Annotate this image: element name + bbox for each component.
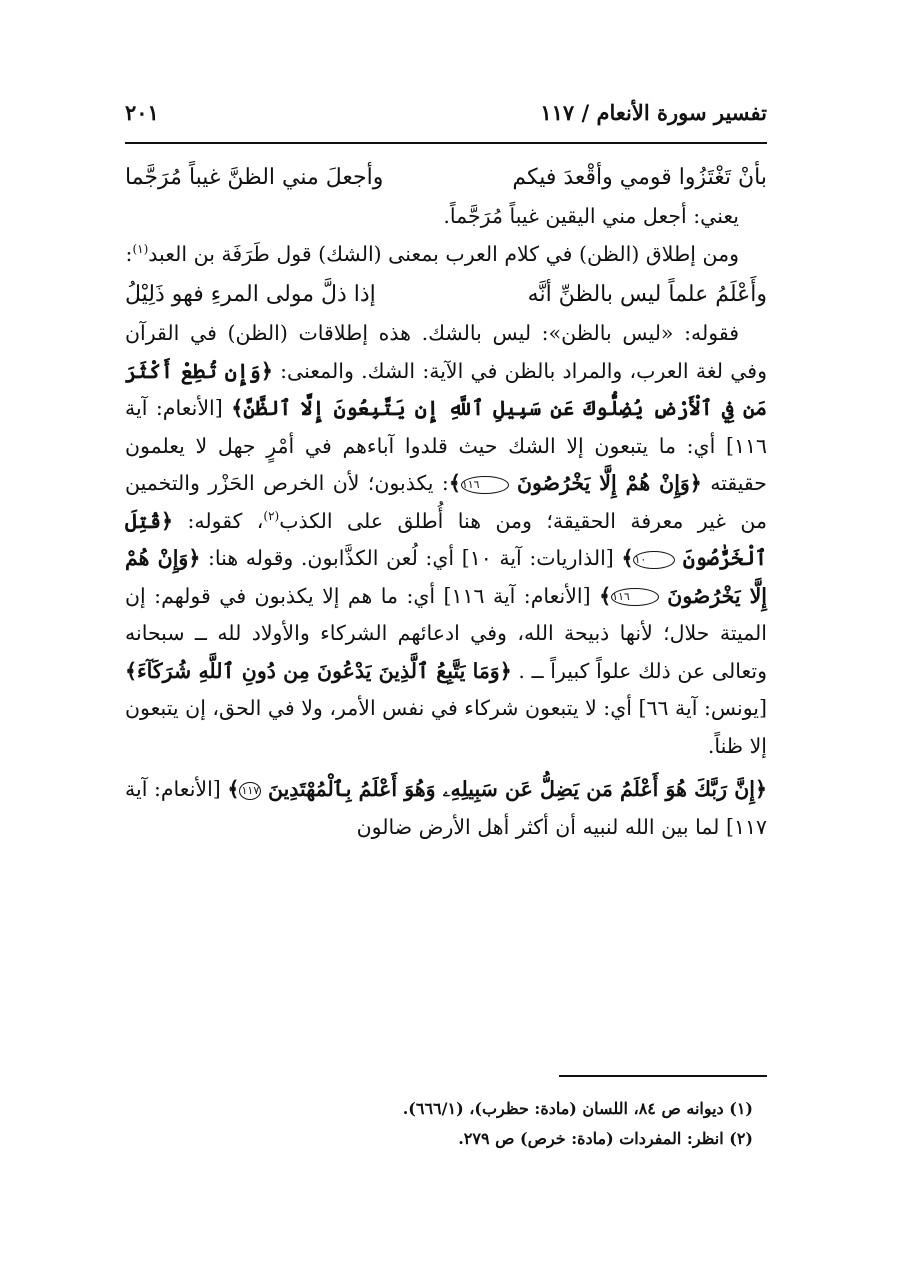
quran-quote-4: وَإِنْ هُمْ إِلَّا يَخْرُصُونَ bbox=[125, 546, 767, 608]
quran-close-bracket: ﴾ bbox=[599, 583, 612, 608]
header-divider bbox=[125, 142, 767, 144]
paragraph-4: ﴿إِنَّ رَبَّكَ هُوَ أَعْلَمُ مَن يَضِلُّ عَن سَبِيلِهِۦ وَهُوَ أَعْلَمُ بِٱلْمُهْتَدِينَ ١١٧﴾ [الأنعام: آية ١١٧] لما بين الله لنبيه أن أكثر أهل الأرض ضالون bbox=[125, 777, 767, 839]
footnote-ref-2[interactable]: (٢) bbox=[263, 508, 280, 523]
quran-open-bracket: ﴿ bbox=[161, 508, 174, 533]
quran-open-bracket: ﴿ bbox=[260, 358, 273, 383]
poetry-verse-1 bbox=[125, 158, 767, 198]
footnote-divider bbox=[559, 1075, 767, 1077]
poetry-verse-2 bbox=[125, 275, 767, 315]
footnotes bbox=[125, 1094, 767, 1154]
footnote-1: (١) ديوانه ص ٨٤، اللسان (مادة: حظرب)، (٦٦٦/١). bbox=[402, 1099, 753, 1118]
page-number: ٢٠١ bbox=[125, 100, 159, 125]
quran-quote-1: وَإِن تُطِعْ أَكْثَرَ مَن فِي ٱلْأَرْضِ يُضِلُّوكَ عَن سَبِيلِ ٱللَّهِ إِن يَتَّبِعُونَ إِلَّا ٱلظَّنَّ bbox=[125, 358, 767, 420]
quran-open-bracket: ﴿ bbox=[754, 777, 767, 801]
quran-close-bracket: ﴾ bbox=[231, 396, 244, 420]
verse-number-marker: ١٠ bbox=[633, 551, 675, 569]
quran-close-bracket: ﴾ bbox=[227, 777, 240, 801]
verse-1-first-hemistich: بأنْ تَغْتَزُوا قومي وأقْعدَ فيكم bbox=[512, 165, 767, 190]
paragraph-2: ومن إطلاق (الظن) في كلام العرب بمعنى (الشك) قول طَرَفَة بن العبد$^{(١)}$: bbox=[125, 241, 739, 266]
verse-2-second-hemistich: إذا ذلَّ مولى المرءِ فهو ذَلِيْلُ bbox=[125, 282, 376, 307]
verse-1-second-hemistich: وأجعلَ مني الظنَّ غيباً مُرَجَّما bbox=[125, 165, 384, 190]
verse-number-marker: ١١٦ bbox=[461, 476, 509, 494]
footnote-ref-1[interactable]: (١) bbox=[132, 241, 149, 256]
quran-quote-3: قُتِلَ ٱلْخَرَّٰصُونَ bbox=[125, 508, 767, 570]
running-title: تفسير سورة الأنعام / ١١٧ bbox=[540, 100, 767, 125]
book-page bbox=[125, 92, 767, 1192]
verse-number-marker: ١١٦ bbox=[611, 588, 659, 606]
quran-open-bracket: ﴿ bbox=[689, 471, 702, 495]
quran-open-bracket: ﴿ bbox=[499, 658, 512, 683]
quran-quote-6: إِنَّ رَبَّكَ هُوَ أَعْلَمُ مَن يَضِلُّ عَن سَبِيلِهِۦ وَهُوَ أَعْلَمُ بِٱلْمُهْتَدِينَ bbox=[267, 777, 755, 801]
quran-close-bracket: ﴾ bbox=[125, 658, 138, 683]
footnote-2: (٢) انظر: المفردات (مادة: خرص) ص ٢٧٩. bbox=[458, 1129, 753, 1148]
quran-quote-5: وَمَا يَتَّبِعُ ٱلَّذِينَ يَدْعُونَ مِن دُونِ ٱللَّهِ شُرَكَآءَ bbox=[137, 658, 500, 683]
paragraph-1: يعني: أجعل مني اليقين غيباً مُرَجَّماً. bbox=[443, 204, 739, 228]
page-header bbox=[125, 100, 767, 136]
main-text bbox=[125, 158, 767, 846]
quran-quote-2: وَإِنْ هُمْ إِلَّا يَخْرُصُونَ bbox=[516, 471, 690, 495]
verse-2-first-hemistich: وأَعْلَمُ علماً ليس بالظنِّ أنَّه bbox=[527, 282, 767, 307]
paragraph-3: فقوله: «ليس بالظن»: ليس بالشك. هذه إطلاقات (الظن) في القرآن وفي لغة العرب، والمراد بالظن في الآية: الشك. والمعنى: ﴿وَإِن تُطِعْ أَكْثَرَ مَن فِي ٱلْأَرْضِ يُضِلُّوكَ عَن سَبِيلِ ٱللَّهِ إِن يَتَّبِعُونَ إِلَّا ٱلظَّنَّ﴾ [الأنعام: آية ١١٦] أي: ما يتبعون إلا الشك حيث قلدوا آباءهم في أمْرٍ جهل لا يعلمون حقيقته ﴿وَإِنْ هُمْ إِلَّا يَخْرُصُونَ ١١٦﴾: يكذبون؛ لأن الخرص الحَزْر والتخمين من غير معرفة الحقيقة؛ ومن هنا أُطلق على الكذب$^{(٢)}$، كقوله: ﴿قُتِلَ ٱلْخَرَّٰصُونَ ١٠﴾ [الذاريات: آية ١٠] أي: لُعن الكذَّابون. وقوله هنا: ﴿وَإِنْ هُمْ إِلَّا يَخْرُصُونَ ١١٦﴾ [الأنعام: آية ١١٦] أي: ما هم إلا يكذبون في قولهم: إن الميتة حلال؛ لأنها ذبيحة الله، وفي ادعائهم الشركاء والأولاد لله ــ سبحانه وتعالى عن ذلك علواً كبيراً ــ . ﴿وَمَا يَتَّبِعُ ٱلَّذِينَ يَدْعُونَ مِن دُونِ ٱللَّهِ شُرَكَآءَ﴾ [يونس: آية ٦٦] أي: لا يتبعون شركاء في نفس الأمر، ولا في الحق، إن يتبعون إلا ظناً. bbox=[125, 321, 767, 758]
verse-number-marker: ١١٧ bbox=[239, 782, 261, 800]
quran-close-bracket: ﴾ bbox=[621, 546, 634, 570]
quran-close-bracket: ﴾ bbox=[448, 471, 461, 495]
quran-open-bracket: ﴿ bbox=[188, 546, 201, 570]
